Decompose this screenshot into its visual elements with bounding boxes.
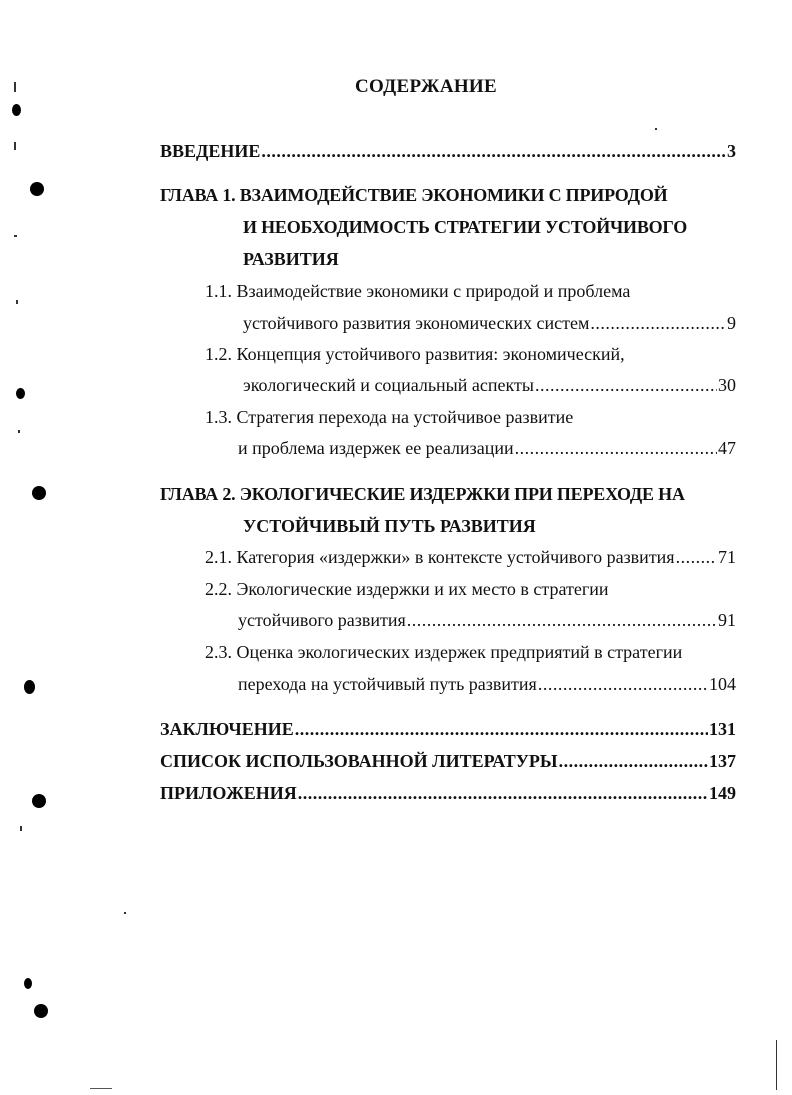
punch-hole [32, 794, 46, 808]
toc-entry-2-2 [238, 609, 736, 631]
toc-page-number: 104 [709, 674, 736, 694]
toc-label: и проблема издержек ее реализации [238, 438, 514, 458]
scan-speck [14, 235, 17, 237]
scan-edge-line [90, 1088, 112, 1089]
toc-page-number: 9 [727, 313, 736, 333]
dot-leader [676, 546, 717, 568]
toc-entry-1-1 [243, 312, 736, 334]
section-2-3-line1: 2.3. Оценка экологических издержек предприятий в стратегии [205, 642, 683, 662]
toc-label: перехода на устойчивый путь развития [238, 674, 537, 694]
toc-label: устойчивого развития экономических систем [243, 313, 590, 333]
toc-label: ВВЕДЕНИЕ [160, 141, 261, 161]
toc-page-number: 71 [718, 547, 736, 567]
punch-hole [32, 486, 46, 500]
toc-entry-conclusion [160, 718, 736, 740]
scan-mark [16, 388, 25, 399]
dot-leader [515, 437, 717, 459]
scan-speck [124, 912, 126, 914]
toc-page-number: 137 [709, 751, 736, 771]
punch-hole [24, 680, 35, 694]
dot-leader [538, 673, 708, 695]
toc-label: 2.1. Категория «издержки» в контексте устойчивого развития [205, 547, 675, 567]
toc-page-number: 3 [727, 141, 736, 161]
page-title: СОДЕРЖАНИЕ [355, 76, 497, 97]
scan-speck [20, 826, 22, 831]
scan-mark [12, 104, 21, 116]
dot-leader [590, 312, 726, 334]
toc-entry-references [160, 750, 736, 772]
toc-entry-2-1 [205, 546, 736, 568]
scan-speck [776, 1040, 777, 1090]
toc-entry-intro [160, 140, 736, 162]
section-1-3-line1: 1.3. Стратегия перехода на устойчивое развитие [205, 407, 574, 427]
punch-hole [30, 182, 44, 196]
toc-label: устойчивого развития [238, 610, 406, 630]
scan-mark [24, 978, 32, 989]
dot-leader [295, 718, 708, 740]
chapter1-title-line2: И НЕОБХОДИМОСТЬ СТРАТЕГИИ УСТОЙЧИВОГО [243, 217, 688, 237]
section-1-1-line1: 1.1. Взаимодействие экономики с природой и проблема [205, 281, 631, 301]
toc-entry-1-2 [243, 374, 736, 396]
dot-leader [261, 140, 726, 162]
chapter1-title-line1: ГЛАВА 1. ВЗАИМОДЕЙСТВИЕ ЭКОНОМИКИ С ПРИРОДОЙ [160, 185, 668, 205]
scan-speck [14, 142, 16, 150]
toc-entry-1-3 [238, 437, 736, 459]
dot-leader [407, 609, 717, 631]
toc-page-number: 47 [718, 438, 736, 458]
toc-page-number: 91 [718, 610, 736, 630]
chapter2-title-line1: ГЛАВА 2. ЭКОЛОГИЧЕСКИЕ ИЗДЕРЖКИ ПРИ ПЕРЕХОДЕ НА [160, 484, 685, 504]
toc-label: ЗАКЛЮЧЕНИЕ [160, 719, 294, 739]
scan-speck [18, 430, 20, 433]
punch-hole [34, 1004, 48, 1018]
toc-page-number: 30 [718, 375, 736, 395]
toc-label: ПРИЛОЖЕНИЯ [160, 783, 297, 803]
section-1-2-line1: 1.2. Концепция устойчивого развития: экономический, [205, 344, 625, 364]
chapter1-title-line3: РАЗВИТИЯ [243, 249, 339, 269]
toc-label: СПИСОК ИСПОЛЬЗОВАННОЙ ЛИТЕРАТУРЫ [160, 751, 558, 771]
scan-speck [655, 128, 657, 130]
toc-entry-2-3 [238, 673, 736, 695]
toc-entry-appendices [160, 782, 736, 804]
section-2-2-line1: 2.2. Экологические издержки и их место в стратегии [205, 579, 609, 599]
dot-leader [559, 750, 708, 772]
toc-page-number: 131 [709, 719, 736, 739]
dot-leader [298, 782, 708, 804]
dot-leader [535, 374, 717, 396]
toc-label: экологический и социальный аспекты [243, 375, 534, 395]
toc-page-number: 149 [709, 783, 736, 803]
scan-speck [16, 300, 18, 304]
chapter2-title-line2: УСТОЙЧИВЫЙ ПУТЬ РАЗВИТИЯ [243, 516, 536, 536]
